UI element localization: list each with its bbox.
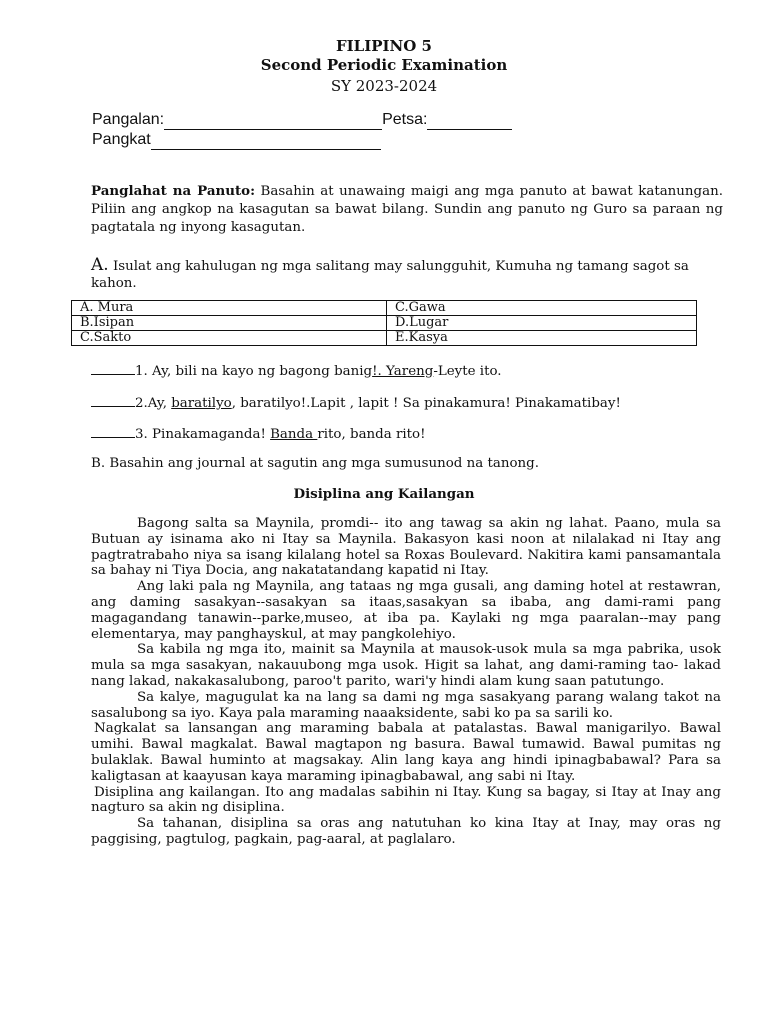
table-row <box>72 316 697 331</box>
choice-cell: C.Sakto <box>72 331 387 346</box>
question-text: 2.Ay, <box>135 396 172 411</box>
student-info <box>92 110 512 150</box>
choices-table <box>71 300 697 346</box>
story-paragraph: Ang laki pala ng Maynila, ang tataas ng mga gusali, ang daming hotel at restawran, ang daming sasakyan--sasakyan sa itaas,sasakyan sa ibaba, ang dami-rami pang magagandang tanawin--parke,museo, at iba pa. Kaylaki ng mga paaralan--may pang elementarya, may panghayskul, at may pangkolehiyo. <box>91 579 721 642</box>
story-body <box>91 516 721 848</box>
name-field[interactable] <box>164 114 382 130</box>
section-label: Pangkat <box>92 131 151 148</box>
question-item-2 <box>91 394 621 412</box>
underlined-word: baratilyo <box>171 396 232 411</box>
school-year: SY 2023-2024 <box>330 77 438 95</box>
choice-cell: B.Isipan <box>72 316 387 331</box>
question-text: 1. Ay, bili na kayo ng bagong banig <box>135 364 373 379</box>
question-text: 3. Pinakamaganda! <box>135 427 271 442</box>
section-a-text: Isulat ang kahulugan ng mga salitang may salungguhit, Kumuha ng tamang sagot sa kahon. <box>91 259 689 291</box>
date-label: Petsa: <box>382 111 428 128</box>
story-paragraph: Sa tahanan, disiplina sa oras ang natutuhan ko kina Itay at Inay, may oras ng paggising, pagtulog, pagkain, pag-aaral, at paglalaro. <box>91 816 721 847</box>
answer-blank-1[interactable] <box>91 362 135 375</box>
answer-blank-2[interactable] <box>91 394 135 407</box>
choice-cell: C.Gawa <box>387 301 697 316</box>
name-label: Pangalan: <box>92 111 165 128</box>
question-text: rito, banda rito! <box>317 427 426 442</box>
story-paragraph: Nagkalat sa lansangan ang maraming babala at patalastas. Bawal manigarilyo. Bawal umihi. Bawal magkalat. Bawal magtapon ng basura. Bawal tumawid. Bawal pumitas ng bulaklak. Bawal huminto at magsakay. Alin lang kaya ang hindi ipinagbabawal? Para sa kaligtasan at kaayusan kaya maraming ipinagbabawal, ang sabi ni Itay. <box>91 721 721 784</box>
question-item-1 <box>91 362 502 380</box>
story-paragraph: Bagong salta sa Maynila, promdi-- ito ang tawag sa akin ng lahat. Paano, mula sa Butuan ay isinama ako ni Itay sa Maynila. Bakasyon kasi noon at nilalakad ni Itay ang pagtratrabaho niya sa isang kilalang hotel sa Roxas Boulevard. Nakitira kami pansamantala sa bahay ni Tiya Docia, ang nakatatandang kapatid ni Itay. <box>91 516 721 579</box>
section-a-instruction <box>91 257 723 292</box>
section-field[interactable] <box>151 134 381 150</box>
exam-title: Second Periodic Examination <box>260 56 508 74</box>
table-row <box>72 331 697 346</box>
instructions-label: Panglahat na Panuto: <box>91 183 256 199</box>
section-a-letter: A. <box>91 255 109 275</box>
section-b-instruction: B. Basahin ang journal at sagutin ang mga sumusunod na tanong. <box>91 456 539 471</box>
underlined-word: !. Yareng <box>372 364 434 379</box>
table-row <box>72 301 697 316</box>
underlined-word: Banda <box>270 427 318 442</box>
choice-cell: A. Mura <box>72 301 387 316</box>
subject-title: FILIPINO 5 <box>336 37 432 55</box>
question-text: , baratilyo!.Lapit , lapit ! Sa pinakamura! Pinakamatibay! <box>231 396 621 411</box>
instructions-text: Basahin at unawaing maigi ang mga panuto at bawat katanungan. Piliin ang angkop na kasagutan sa bawat bilang. Sundin ang panuto ng Guro sa paraan ng pagtatala ng inyong kasagutan. <box>91 184 723 235</box>
date-field[interactable] <box>427 114 512 130</box>
question-item-3 <box>91 425 426 443</box>
story-title: Disiplina ang Kailangan <box>293 486 475 502</box>
story-paragraph: Sa kabila ng mga ito, mainit sa Maynila at mausok-usok mula sa mga pabrika, usok mula sa mga sasakyan, nakauubong mga usok. Higit sa lahat, ang dami-raming tao- lakad nang lakad, nakakasalubong, paroo't parito, wari'y hindi alam kung saan patutungo. <box>91 642 721 689</box>
story-paragraph: Sa kalye, magugulat ka na lang sa dami ng mga sasakyang parang walang takot na sasalubong sa iyo. Kaya pala maraming naaaksidente, sabi ko pa sa sarili ko. <box>91 689 721 721</box>
question-text: -Leyte ito. <box>433 364 502 379</box>
choice-cell: E.Kasya <box>387 331 697 346</box>
story-paragraph: Disiplina ang kailangan. Ito ang madalas sabihin ni Itay. Kung sa bagay, si Itay at Inay ang nagturo sa akin ng disiplina. <box>91 784 721 816</box>
exam-header <box>0 37 768 96</box>
choice-cell: D.Lugar <box>387 316 697 331</box>
general-instructions <box>91 182 723 237</box>
answer-blank-3[interactable] <box>91 425 135 438</box>
